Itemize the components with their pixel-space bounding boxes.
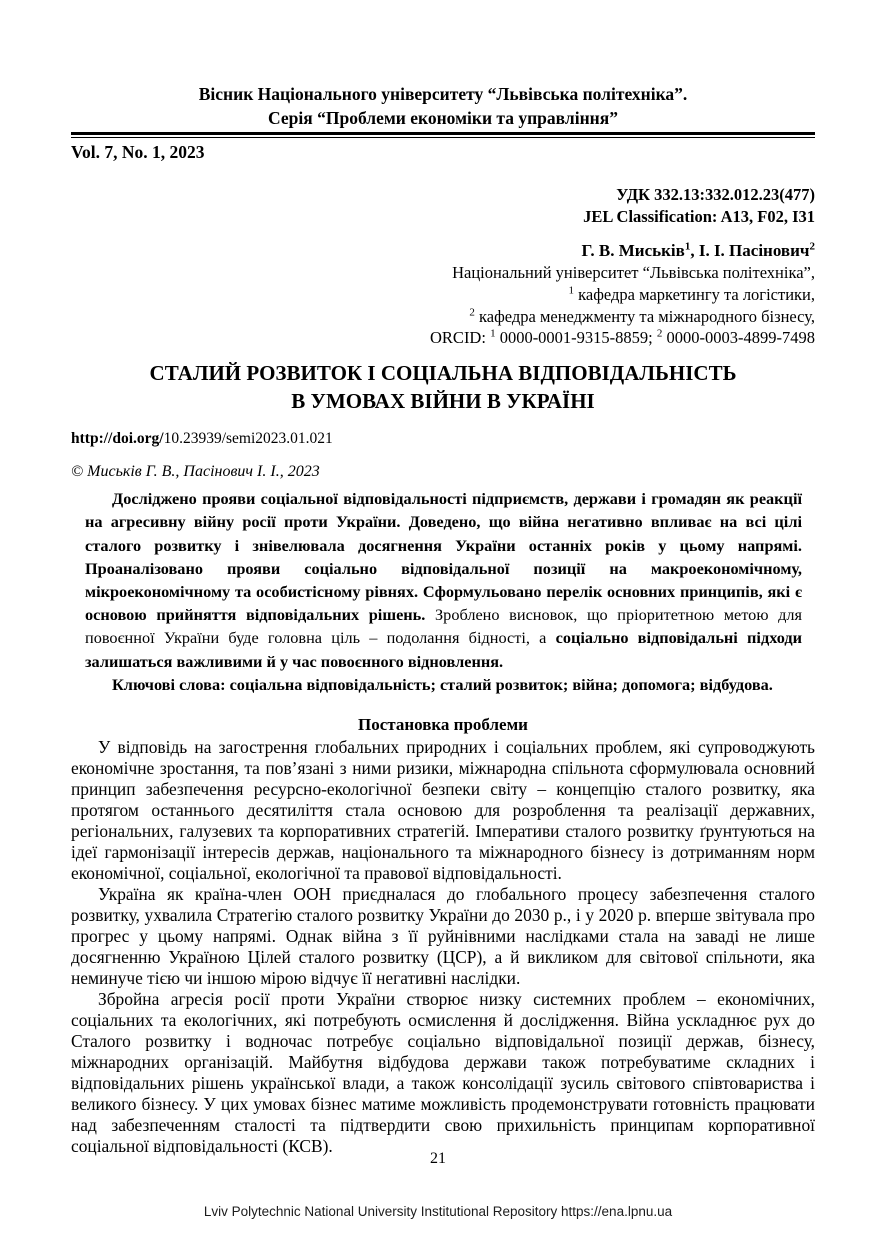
orcid-1-superscript: 1 [490,327,496,340]
orcid-label: ORCID: [430,328,491,348]
header-divider-rule [71,132,815,138]
department-1-superscript: 1 [568,284,575,297]
classification-block [71,184,815,228]
doi-number: 10.23939/semi2023.01.021 [163,430,333,448]
repository-footer: Lviv Polytechnic National University Institutional Repository https://ena.lpnu.ua [203,1204,673,1219]
article-title [71,359,815,415]
journal-title-line1: Вісник Національного університету “Львівська політехніка”. [198,84,688,104]
abstract-part-2: Зроблено висновок, що пріоритетною метою для повоєнної України буде головна ціль – подолання бідності, а [85,605,803,648]
copyright-line: © Миськів Г. В., Пасінович І. І., 2023 [71,463,320,481]
department-2-superscript: 2 [469,306,475,319]
article-title-line2: В УМОВАХ ВІЙНИ В УКРАЇНІ [291,389,595,414]
authors-block [71,240,815,349]
orcid-2-id: 0000-0003-4899-7498 [662,328,815,348]
affiliation-department-2: $^2$ кафедра менеджменту та міжнародного бізнесу, [469,306,815,326]
author-names [71,240,815,262]
affiliation-university: Національний університет “Львівська політехніка”, [452,263,815,282]
author-1-superscript: 1 [684,240,691,253]
abstract-part-3: соціально відповідальні підходи залишаться важливими й у час повоєнного відновлення. [85,628,803,671]
doi-line [71,428,815,449]
abstract-paragraph [85,487,802,673]
doi-prefix: http://doi.org/ [71,430,164,448]
page-number: 21 [430,1150,446,1167]
body-paragraph-2: Україна як країна-член ООН приєдналася до глобального процесу забезпечення сталого розвитку, ухвалила Стратегію сталого розвитку України до 2030 р., і у 2020 р. вперше звітувала про прогрес у цьому напрямі. Однак війна з її руйнівними наслідками стала на заваді не лише досягненню Україною Цілей сталого розвитку (ЦСР), а й викликом для світової спільноти, яка неминуче тією чи іншою мірою відчує її негативні наслідки. [71,884,815,989]
volume-issue-info: Vol. 7, No. 1, 2023 [71,142,205,162]
journal-title-line2: Серія “Проблеми економіки та управління” [268,108,618,128]
orcid-2-superscript: 2 [656,327,663,340]
jel-classification: JEL Classification: A13, F02, I31 [583,207,815,226]
keywords-paragraph: Ключові слова: соціальна відповідальність; сталий розвиток; війна; допомога; відбудова. [112,674,773,694]
abstract-part-1: Досліджено прояви соціальної відповідальності підприємств, держави і громадян як реакції на агресивну війну росії проти України. Доведено, що війна негативно впливає на всі цілі сталого розвитку і знівелювала досягнення України останніх років у цьому напрямі. Проаналізовано прояви соціально відповідальної позиції на макроекономічному, мікроекономічному та особистісному рівнях. Сформульовано перелік основних принципів, які є основою прийняття відповідальних рішень. [85,489,802,625]
orcid-line [71,327,815,349]
author-2-superscript: 2 [809,240,815,253]
section-heading: Постановка проблеми [358,715,528,735]
udc-code: УДК 332.13:332.012.23(477) [616,185,815,204]
body-paragraph-3: Збройна агресія росії проти України створює низку системних проблем – економічних, соціальних та екологічних, які потребують осмислення й дослідження. Війна ускладнює рух до Сталого розвитку і водночас потребує соціально відповідальної позиції держав, бізнесу, міжнародних організацій. Майбутня відбудова держави також потребуватиме складних і відповідальних рішень української влади, а також консолідації зусиль світового співтовариства і великого бізнесу. У цих умовах бізнес матиме можливість продемонструвати готовність працювати над забезпеченням сталості та підтвердити свою прихильність принципам корпоративної соціальної відповідальності (КСВ). [71,989,815,1157]
body-paragraph-1: У відповідь на загострення глобальних природних і соціальних проблем, які супроводжують економічне зростання, та пов’язані з ними ризики, міжнародна спільнота сформулювала основний принцип забезпечення ресурсно-екологічної безпеки світу – концепцію сталого розвитку, яка протягом останнього десятиліття стала основою для розроблення та реалізації державних, регіональних, галузевих та корпоративних стратегій. Імперативи сталого розвитку ґрунтуються на ідеї гармонізації інтересів держав, національного та міжнародного бізнесу із дотриманням норм економічної, соціальної, екологічної та правової відповідальності. [71,737,815,884]
author-1-name: Г. В. Миськів [581,241,685,260]
abstract-block [85,487,802,696]
article-title-line1: СТАЛИЙ РОЗВИТОК І СОЦІАЛЬНА ВІДПОВІДАЛЬНІСТЬ [149,361,737,386]
orcid-1-id: 0000-0001-9315-8859; [495,328,657,348]
affiliation-department-1: $^1$ кафедра маркетингу та логістики, [568,284,815,304]
author-2-name: , І. І. Пасінович [690,241,810,260]
